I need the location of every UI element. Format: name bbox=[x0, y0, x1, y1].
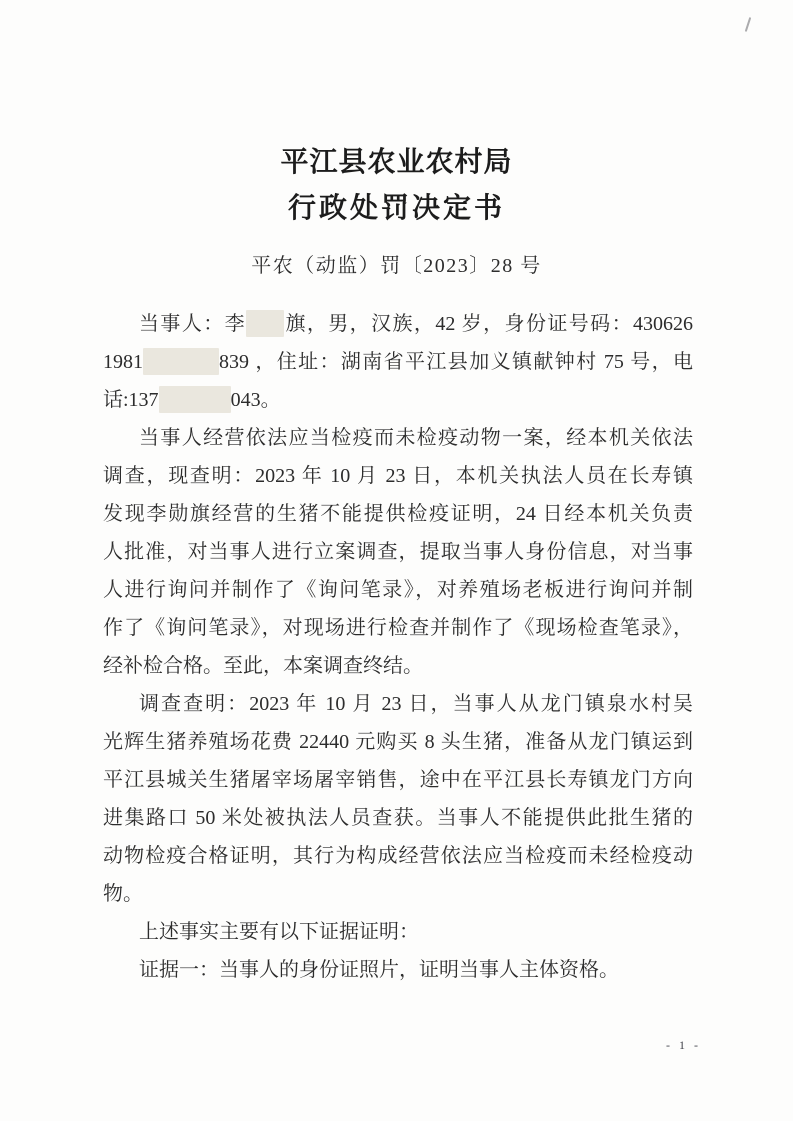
line-text: 平江县城关生猪屠宰场屠宰销售，途中在平江县长寿镇龙门方向 bbox=[103, 769, 693, 791]
line-text: 1981 bbox=[103, 351, 143, 373]
document-header bbox=[0, 140, 793, 278]
document-line bbox=[103, 533, 693, 571]
document-line bbox=[103, 723, 693, 761]
document-line bbox=[103, 457, 693, 495]
document-line bbox=[103, 381, 693, 419]
line-text: 物。 bbox=[103, 883, 143, 905]
document-line bbox=[103, 761, 693, 799]
line-text: 话:137 bbox=[103, 389, 159, 411]
document-line bbox=[103, 495, 693, 533]
line-text: 839 ，住址：湖南省平江县加义镇献钟村 75 号，电 bbox=[219, 351, 693, 373]
line-text: 动物检疫合格证明，其行为构成经营依法应当检疫而未经检疫动 bbox=[103, 845, 693, 867]
line-text: 作了《询问笔录》，对现场进行检查并制作了《现场检查笔录》， bbox=[103, 617, 693, 639]
document-number: 平农（动监）罚〔2023〕28 号 bbox=[251, 255, 542, 277]
line-text: 光辉生猪养殖场花费 22440 元购买 8 头生猪，准备从龙门镇运到 bbox=[103, 731, 693, 753]
line-text: 当事人经营依法应当检疫而未检疫动物一案，经本机关依法 bbox=[139, 427, 693, 449]
line-text: 调查，现查明：2023 年 10 月 23 日，本机关执法人员在长寿镇 bbox=[103, 465, 693, 487]
agency-name: 平江县农业农村局 bbox=[280, 147, 513, 178]
scan-artifact-mark bbox=[745, 17, 752, 32]
line-text: 上述事实主要有以下证据证明： bbox=[139, 921, 419, 943]
line-text: 调查查明：2023 年 10 月 23 日，当事人从龙门镇泉水村吴 bbox=[139, 693, 693, 715]
page-number: - 1 - bbox=[666, 1038, 701, 1052]
redaction-box-id-number bbox=[143, 348, 219, 375]
line-text: 发现李勋旗经营的生猪不能提供检疫证明，24 日经本机关负责 bbox=[103, 503, 693, 525]
document-line bbox=[103, 685, 693, 723]
document-line bbox=[103, 837, 693, 875]
document-line bbox=[103, 799, 693, 837]
line-text: 进集路口 50 米处被执法人员查获。当事人不能提供此批生猪的 bbox=[103, 807, 693, 829]
document-type-title: 行政处罚决定书 bbox=[287, 193, 505, 224]
line-text: 人进行询问并制作了《询问笔录》，对养殖场老板进行询问并制 bbox=[103, 579, 693, 601]
document-line bbox=[103, 419, 693, 457]
document-line bbox=[103, 875, 693, 913]
document-line bbox=[103, 609, 693, 647]
document-body bbox=[103, 305, 693, 989]
line-text: 人批准，对当事人进行立案调查，提取当事人身份信息，对当事 bbox=[103, 541, 693, 563]
document-line bbox=[103, 343, 693, 381]
document-line bbox=[103, 647, 693, 685]
document-line bbox=[103, 913, 693, 951]
document-line bbox=[103, 305, 693, 343]
line-text: 证据一：当事人的身份证照片，证明当事人主体资格。 bbox=[139, 959, 619, 981]
redaction-box-phone bbox=[159, 386, 231, 413]
redaction-box-name bbox=[246, 310, 284, 337]
document-line bbox=[103, 571, 693, 609]
line-text: 043。 bbox=[230, 389, 281, 411]
line-text: 经补检合格。至此，本案调查终结。 bbox=[103, 655, 423, 677]
line-text: 旗，男，汉族，42 岁，身份证号码：430626 bbox=[284, 313, 694, 335]
line-text: 当事人：李 bbox=[139, 313, 247, 335]
document-line bbox=[103, 951, 693, 989]
